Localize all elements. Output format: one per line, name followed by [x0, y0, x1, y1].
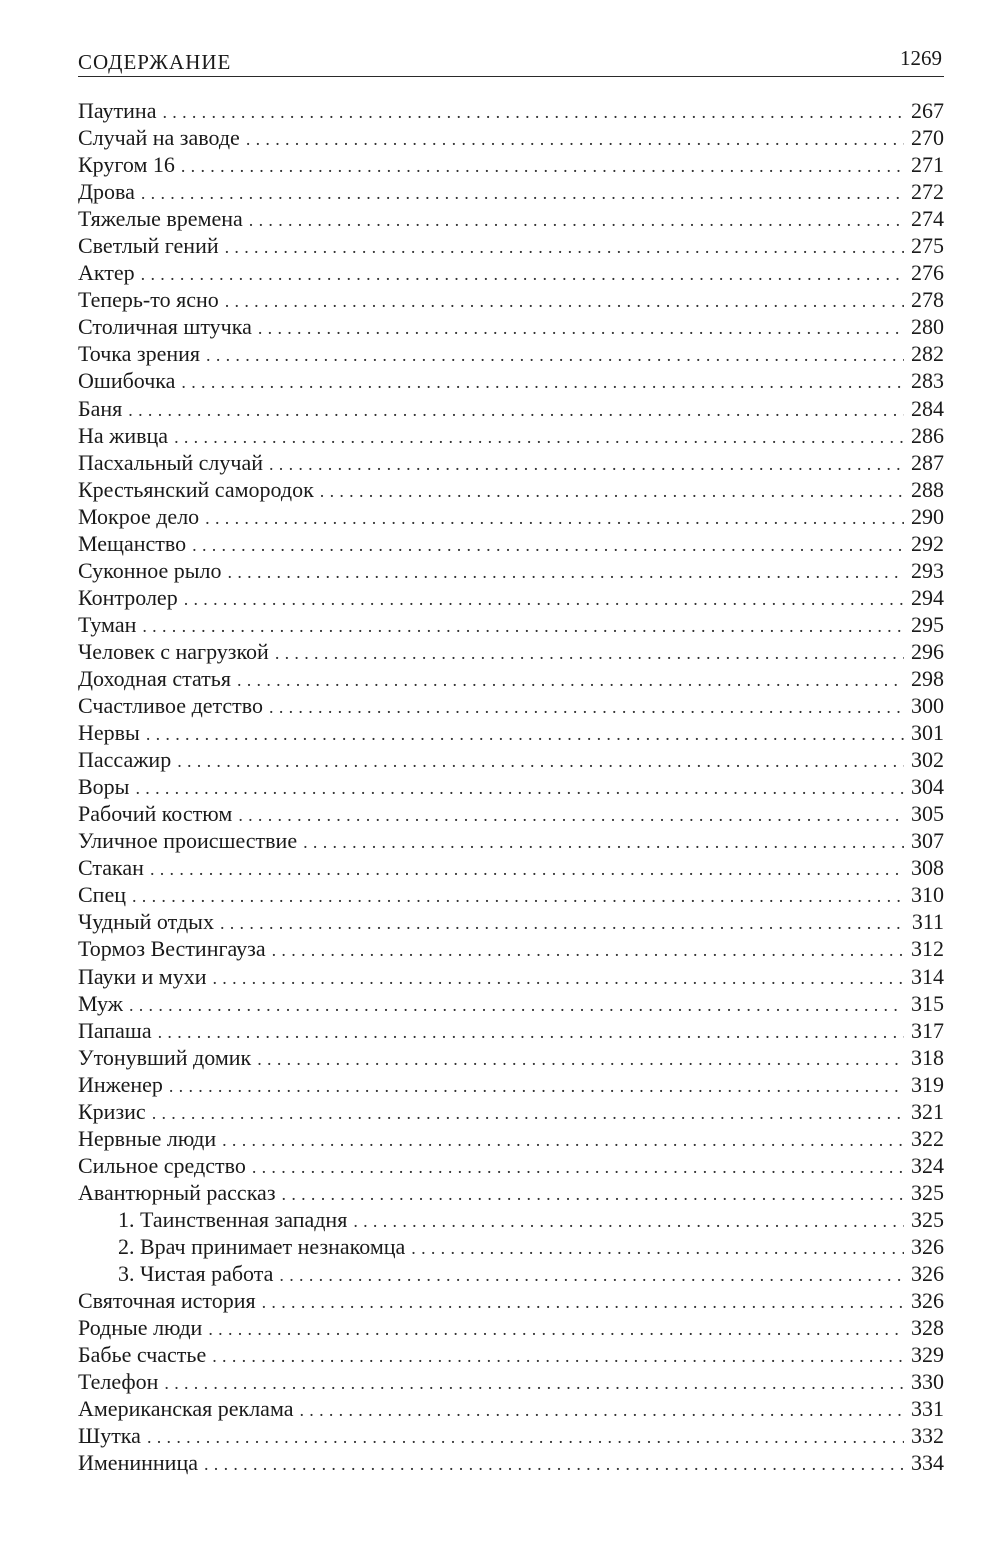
toc-entry-page: 319 [911, 1071, 944, 1097]
toc-entry-title: Счастливое детство [78, 693, 264, 719]
toc-entry-page: 274 [911, 206, 944, 232]
toc-entry-page: 280 [911, 314, 944, 340]
toc-entry-title: Муж [78, 990, 123, 1016]
dot-leader [272, 937, 904, 964]
dot-leader [269, 694, 904, 721]
toc-entry-page: 324 [911, 1152, 944, 1178]
toc-entry-page: 308 [911, 855, 944, 881]
toc-entry-page: 332 [911, 1423, 944, 1449]
toc-entry [78, 746, 944, 773]
toc-entry-title: Столичная штучка [78, 314, 252, 340]
toc-entry-title: Святочная история [78, 1288, 256, 1314]
toc-entry [78, 1314, 944, 1341]
toc-entry-page: 282 [911, 341, 944, 367]
toc-entry [78, 773, 944, 800]
toc-entry-title: Мещанство [78, 530, 187, 556]
toc-entry-page: 302 [911, 747, 944, 773]
dot-leader [258, 315, 904, 342]
dot-leader [257, 1046, 904, 1073]
toc-entry [78, 422, 944, 449]
toc-entry-page: 300 [911, 693, 944, 719]
dot-leader [141, 261, 904, 288]
toc-entry-title: Баня [78, 395, 123, 421]
dot-leader [132, 883, 904, 910]
toc-entry-title: Сильное средство [78, 1152, 246, 1178]
toc-entry [78, 1125, 944, 1152]
toc-entry [78, 1422, 944, 1449]
dot-leader [152, 1100, 904, 1127]
running-header [78, 46, 944, 77]
toc-entry [78, 1017, 944, 1044]
toc-entry-title: Родные люди [78, 1315, 203, 1341]
toc-entry-page: 314 [911, 963, 944, 989]
toc-entry-title: Чудный отдых [78, 909, 214, 935]
toc-entry [78, 1152, 944, 1179]
toc-entry [78, 1395, 944, 1422]
dot-leader [411, 1235, 904, 1262]
dot-leader [275, 640, 904, 667]
dot-leader [220, 910, 904, 937]
dot-leader [192, 532, 904, 559]
toc-entry-title: 2. Врач принимает незнакомца [118, 1233, 406, 1259]
dot-leader [279, 1262, 904, 1289]
toc-entry-page: 304 [911, 774, 944, 800]
dot-leader [262, 1289, 904, 1316]
toc-entry-title: Папаша [78, 1017, 152, 1043]
dot-leader [246, 126, 904, 153]
dot-leader [141, 180, 904, 207]
toc-entry-page: 272 [911, 179, 944, 205]
toc-entry-page: 329 [911, 1342, 944, 1368]
toc-entry-title: Бабье счастье [78, 1342, 207, 1368]
dot-leader [162, 99, 904, 126]
toc-entry-title: На живца [78, 422, 169, 448]
dot-leader [320, 478, 904, 505]
dot-leader [158, 1019, 904, 1046]
toc-entry-title: Нервы [78, 720, 140, 746]
toc-entry-page: 318 [911, 1044, 944, 1070]
toc-entry [78, 665, 944, 692]
toc-entry-page: 296 [911, 638, 944, 664]
toc-entry [78, 1449, 944, 1476]
toc-entry [78, 476, 944, 503]
dot-leader [208, 1316, 904, 1343]
toc-entry-page: 328 [911, 1315, 944, 1341]
dot-leader [237, 667, 904, 694]
toc-entry-title: Теперь-то ясно [78, 287, 219, 313]
dot-leader [353, 1208, 904, 1235]
dot-leader [129, 992, 904, 1019]
toc-entry-title: Туман [78, 611, 137, 637]
toc-entry-page: 305 [911, 801, 944, 827]
dot-leader [135, 775, 904, 802]
toc-entry [78, 530, 944, 557]
toc-entry-page: 288 [911, 476, 944, 502]
toc-entry [78, 124, 944, 151]
toc-entry [78, 151, 944, 178]
toc-entry-title: Пассажир [78, 747, 172, 773]
toc-entry-title: Шутка [78, 1423, 141, 1449]
toc-entry-page: 271 [911, 152, 944, 178]
dot-leader [181, 369, 904, 396]
toc-entry [78, 990, 944, 1017]
dot-leader [177, 748, 904, 775]
toc-entry [78, 800, 944, 827]
page-number: 1269 [900, 46, 942, 70]
dot-leader [128, 397, 904, 424]
dot-leader [212, 1343, 904, 1370]
toc-entry-title: Утонувший домик [78, 1044, 252, 1070]
toc-entry-page: 286 [911, 422, 944, 448]
toc-entry-title: Доходная статья [78, 665, 231, 691]
toc-entry [78, 232, 944, 259]
toc-entry-page: 330 [911, 1369, 944, 1395]
toc-entry [78, 827, 944, 854]
toc-entry-page: 312 [911, 936, 944, 962]
toc-entry [78, 638, 944, 665]
toc-entry-page: 322 [911, 1125, 944, 1151]
toc-entry-title: Стакан [78, 855, 144, 881]
dot-leader [142, 613, 904, 640]
toc-entry [78, 854, 944, 881]
dot-leader [269, 451, 904, 478]
toc-entry [78, 313, 944, 340]
toc-entry-title: Кругом 16 [78, 152, 175, 178]
toc-entry [78, 395, 944, 422]
toc-entry [78, 1044, 944, 1071]
toc-entry-page: 325 [911, 1179, 944, 1205]
toc-entry-title: Рабочий костюм [78, 801, 233, 827]
toc-entry [78, 1368, 944, 1395]
toc-entry-page: 326 [911, 1288, 944, 1314]
toc-entry [78, 503, 944, 530]
toc-entry-page: 292 [911, 530, 944, 556]
toc-entry [78, 557, 944, 584]
dot-leader [303, 829, 904, 856]
toc-entry [78, 935, 944, 962]
dot-leader [204, 1451, 904, 1478]
toc-entry-title: Точка зрения [78, 341, 201, 367]
toc-entry-page: 315 [911, 990, 944, 1016]
toc-entry-page: 293 [911, 557, 944, 583]
toc-entry [78, 881, 944, 908]
toc-entry-page: 290 [911, 503, 944, 529]
toc-entry-title: Инженер [78, 1071, 163, 1097]
section-title: СОДЕРЖАНИЕ [78, 50, 232, 74]
toc-entry [78, 1098, 944, 1125]
toc-entry-page: 287 [911, 449, 944, 475]
toc-entry-title: Уличное происшествие [78, 828, 298, 854]
dot-leader [206, 342, 904, 369]
toc-entry [78, 259, 944, 286]
toc-entry [78, 449, 944, 476]
toc-entry-title: Контролер [78, 584, 178, 610]
toc-entry-title: Тормоз Вестингауза [78, 936, 266, 962]
dot-leader [222, 1127, 904, 1154]
toc-entry-page: 331 [911, 1396, 944, 1422]
dot-leader [181, 153, 904, 180]
book-page [78, 46, 944, 1476]
toc-entry-page: 284 [911, 395, 944, 421]
toc-entry-title: Светлый гений [78, 233, 219, 259]
toc-entry-title: 3. Чистая работа [118, 1261, 274, 1287]
toc-entry [78, 963, 944, 990]
toc-entry [78, 1287, 944, 1314]
toc-entry-page: 278 [911, 287, 944, 313]
toc-entry-title: Авантюрный рассказ [78, 1179, 276, 1205]
toc-entry-title: Паутина [78, 98, 157, 123]
toc-entry-page: 298 [911, 665, 944, 691]
toc-entry [78, 205, 944, 232]
toc-entry-title: Крестьянский самородок [78, 476, 314, 502]
toc-entry-title: Ошибочка [78, 368, 176, 394]
toc-subentry [78, 1233, 944, 1260]
dot-leader [249, 207, 904, 234]
toc-entry-page: 325 [911, 1206, 944, 1232]
toc-entry-page: 326 [911, 1261, 944, 1287]
toc-entry-title: Случай на заводе [78, 125, 240, 151]
toc-entry-page: 334 [911, 1450, 944, 1476]
dot-leader [147, 1424, 904, 1451]
toc-entry-title: Мокрое дело [78, 503, 200, 529]
toc-entry-title: Пасхальный случай [78, 449, 263, 475]
dot-leader [282, 1181, 904, 1208]
toc-entry-page: 275 [911, 233, 944, 259]
toc-entry [78, 692, 944, 719]
toc-entry-title: Американская реклама [78, 1396, 294, 1422]
toc-entry-page: 295 [911, 611, 944, 637]
toc-entry [78, 97, 944, 124]
toc-entry-page: 326 [911, 1233, 944, 1259]
dot-leader [205, 505, 904, 532]
toc-entry-page: 310 [911, 882, 944, 908]
toc-entry-title: Кризис [78, 1098, 146, 1124]
dot-leader [169, 1073, 904, 1100]
toc-entry [78, 719, 944, 746]
dot-leader [299, 1397, 904, 1424]
toc-subentry [78, 1206, 944, 1233]
toc-entry-title: Суконное рыло [78, 557, 222, 583]
toc-subentry [78, 1260, 944, 1287]
dot-leader [225, 234, 904, 261]
toc-entry [78, 178, 944, 205]
dot-leader [228, 559, 904, 586]
toc-entry [78, 1341, 944, 1368]
dot-leader [225, 288, 904, 315]
dot-leader [238, 802, 904, 829]
dot-leader [174, 424, 904, 451]
toc-entry-page: 317 [911, 1017, 944, 1043]
toc-entry [78, 367, 944, 394]
toc-entry-page: 307 [911, 828, 944, 854]
toc-entry-title: 1. Таинственная западня [118, 1206, 348, 1232]
table-of-contents [78, 97, 944, 1476]
toc-entry-title: Спец [78, 882, 126, 908]
dot-leader [164, 1370, 904, 1397]
toc-entry [78, 584, 944, 611]
toc-entry-page: 311 [911, 909, 944, 935]
dot-leader [150, 856, 904, 883]
toc-entry-page: 301 [911, 720, 944, 746]
toc-entry [78, 286, 944, 313]
toc-entry-page: 283 [911, 368, 944, 394]
toc-entry-title: Тяжелые времена [78, 206, 243, 232]
toc-entry-title: Пауки и мухи [78, 963, 207, 989]
toc-entry [78, 340, 944, 367]
toc-entry-title: Телефон [78, 1369, 159, 1395]
dot-leader [252, 1154, 904, 1181]
toc-entry-page: 267 [911, 98, 944, 123]
dot-leader [212, 965, 904, 992]
toc-entry-title: Человек с нагрузкой [78, 638, 269, 664]
toc-entry [78, 908, 944, 935]
toc-entry [78, 611, 944, 638]
toc-entry-page: 294 [911, 584, 944, 610]
toc-entry [78, 1179, 944, 1206]
toc-entry-page: 321 [911, 1098, 944, 1124]
toc-entry-title: Воры [78, 774, 130, 800]
dot-leader [184, 586, 904, 613]
dot-leader [146, 721, 904, 748]
toc-entry [78, 1071, 944, 1098]
toc-entry-title: Именинница [78, 1450, 198, 1476]
toc-entry-title: Дрова [78, 179, 135, 205]
toc-entry-page: 270 [911, 125, 944, 151]
toc-entry-title: Актер [78, 260, 135, 286]
toc-entry-page: 276 [911, 260, 944, 286]
toc-entry-title: Нервные люди [78, 1125, 217, 1151]
